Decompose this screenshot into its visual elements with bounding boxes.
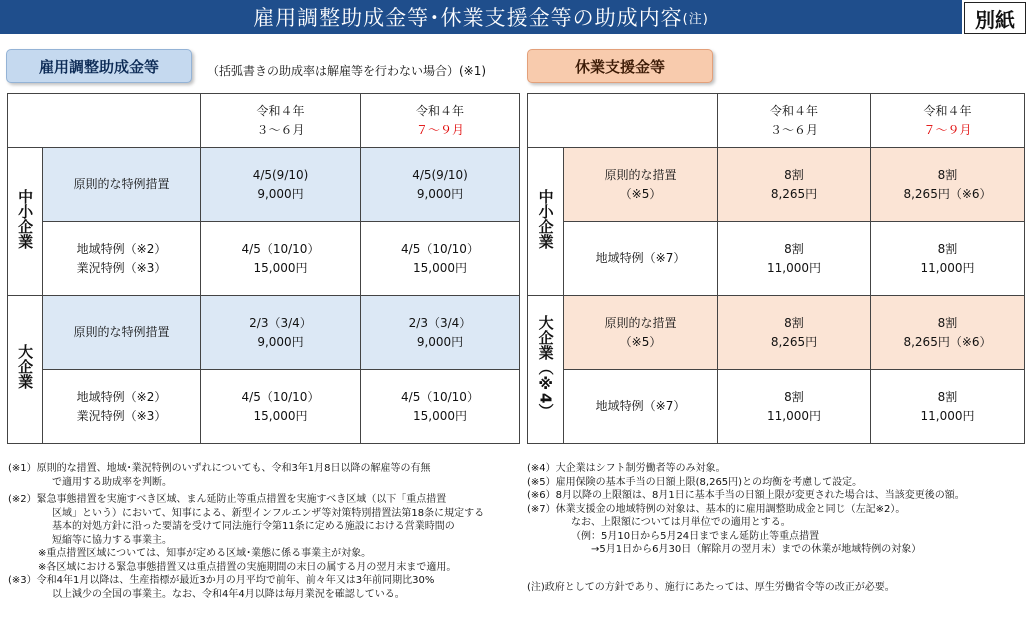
rate: 8割 <box>784 389 804 404</box>
row-label <box>43 296 201 370</box>
header-months: ３～６月 <box>769 122 818 137</box>
rate: 2/3（3/4） <box>249 315 312 330</box>
footnote: →5月1日から6月30日（解除月の翌月末）までの休業が地域特例の対象） <box>591 544 922 555</box>
cap-amount: 15,000円 <box>413 408 467 423</box>
row-label-line: 業況特例（※3） <box>76 408 167 423</box>
page-title-note: (注) <box>682 11 709 27</box>
table-row <box>8 222 520 296</box>
rate: 8割 <box>937 315 958 330</box>
table-cell <box>361 222 520 296</box>
table-row <box>8 370 520 444</box>
table-cell <box>201 370 361 444</box>
rate: 8割 <box>784 315 804 330</box>
rate: 4/5（10/10） <box>241 241 320 256</box>
table-cell <box>201 296 361 370</box>
footnote: (※1）原則的な措置、地域･業況特例のいずれについても、令和3年1月8日以降の解雇等の有無 <box>8 463 431 474</box>
footnote: （例：5月10日から5月24日までまん延防止等重点措置 <box>571 530 820 542</box>
table-cell <box>361 370 520 444</box>
row-label-line: 地域特例（※2） <box>76 241 167 256</box>
footnote: (※5）雇用保険の基本手当の日額上限(8,265円)との均衡を考慮して設定。 <box>527 476 863 488</box>
table-cell <box>201 148 361 222</box>
row-label-line: 地域特例（※2） <box>76 389 167 404</box>
header-year: 令和４年 <box>923 103 972 118</box>
rate: 2/3（3/4） <box>408 315 472 330</box>
group-label: 大企業（※4） <box>536 315 555 419</box>
footnote: 短縮等に協力する事業主。 <box>52 534 172 546</box>
footnote: 基本的対処方針に沿った要請を受けて同法施行令第11条に定める施設における営業時間の <box>52 521 455 532</box>
group-label: 中小企業 <box>16 188 35 249</box>
row-label-line: 地域特例（※7） <box>595 251 686 266</box>
table-cell <box>871 370 1025 444</box>
rate: 4/5（10/10） <box>401 241 479 256</box>
rate: 4/5(9/10) <box>412 167 468 182</box>
row-label <box>43 370 201 444</box>
cap-amount: 8,265円（※6） <box>903 186 992 201</box>
row-label <box>564 222 718 296</box>
cap-amount: 8,265円（※6） <box>903 334 992 349</box>
employment-adjustment-tag: 雇用調整助成金等 <box>6 49 192 83</box>
header-period-2 <box>871 94 1025 148</box>
rate: 8割 <box>784 167 804 182</box>
footnote: で適用する助成率を判断。 <box>52 476 172 488</box>
cap-amount: 8,265円 <box>770 186 818 201</box>
page-title: 雇用調整助成金等･休業支援金等の助成内容 <box>253 6 683 30</box>
cap-amount: 11,000円 <box>767 260 821 275</box>
annex-label: 別紙 <box>964 2 1026 34</box>
cap-amount: 11,000円 <box>767 408 821 423</box>
table-cell <box>718 296 871 370</box>
row-label <box>43 222 201 296</box>
cap-amount: 9,000円 <box>416 186 464 201</box>
table-row <box>528 222 1025 296</box>
header-corner <box>528 94 718 148</box>
table-cell <box>871 296 1025 370</box>
table-header-row <box>8 94 520 148</box>
cap-amount: 15,000円 <box>413 260 467 275</box>
row-label-line: 業況特例（※3） <box>76 260 167 275</box>
table-cell <box>201 222 361 296</box>
rate: 4/5（10/10） <box>401 389 479 404</box>
leave-support-table <box>527 93 1025 444</box>
header-months: ３～６月 <box>256 122 305 137</box>
footnote: 以上減少の全国の事業主。なお、令和4年4月以降は毎月業況を確認している。 <box>52 588 405 600</box>
header-months: ７～９月 <box>415 122 464 137</box>
header-year: 令和４年 <box>769 103 818 118</box>
row-label-line: 原則的な特例措置 <box>73 325 170 340</box>
row-label-line: 原則的な措置 <box>604 167 677 182</box>
group-label: 中小企業 <box>536 188 555 249</box>
table-cell <box>718 370 871 444</box>
group-large <box>8 296 43 444</box>
footnote: (注)政府としての方針であり、施行にあたっては、厚生労働省令等の改正が必要。 <box>527 581 895 593</box>
table-row <box>528 148 1025 222</box>
footnotes-left <box>8 462 518 601</box>
table-row <box>528 296 1025 370</box>
footnote: (※4）大企業はシフト制労働者等のみ対象。 <box>527 463 726 474</box>
footnote: 区域」という）において、知事による、新型インフルエンザ等対策特別措置法第18条に規定する <box>52 507 485 519</box>
rate-note: （括弧書きの助成率は解雇等を行わない場合）(※1) <box>207 64 487 78</box>
row-label <box>564 296 718 370</box>
cap-amount: 9,000円 <box>257 334 304 349</box>
page-title-bar <box>0 0 962 34</box>
table-cell <box>871 148 1025 222</box>
cap-amount: 11,000円 <box>920 408 975 423</box>
group-label: 大企業 <box>16 344 35 390</box>
rate: 8割 <box>937 389 958 404</box>
leave-support-tag: 休業支援金等 <box>527 49 713 83</box>
table-row <box>8 148 520 222</box>
cap-amount: 15,000円 <box>253 260 308 275</box>
row-label-line: （※5） <box>619 334 662 349</box>
footnote: (※3）令和4年1月以降は、生産指標が最近3か月の月平均で前年、前々年又は3年前同期比30% <box>8 575 435 586</box>
group-sme <box>8 148 43 296</box>
header-year: 令和４年 <box>256 103 305 118</box>
footnote: (※7）休業支援金の地域特例の対象は、基本的に雇用調整助成金と同じ（左記※2）。 <box>527 503 906 515</box>
row-label <box>43 148 201 222</box>
header-period-2 <box>361 94 520 148</box>
header-months: ７～９月 <box>923 122 972 137</box>
row-label-line: 原則的な特例措置 <box>73 177 170 192</box>
rate: 4/5(9/10) <box>252 167 309 182</box>
footnote: (※2）緊急事態措置を実施すべき区域、まん延防止等重点措置を実施すべき区域（以下「重点措置 <box>8 494 447 505</box>
row-label <box>564 370 718 444</box>
row-label <box>564 148 718 222</box>
footnote: ※各区域における緊急事態措置又は重点措置の実施期間の末日の属する月の翌月末まで適用。 <box>38 561 457 573</box>
rate: 4/5（10/10） <box>241 389 320 404</box>
table-cell <box>361 148 520 222</box>
rate: 8割 <box>937 241 958 256</box>
footnotes-right <box>527 462 1027 594</box>
cap-amount: 11,000円 <box>920 260 975 275</box>
footnote: なお、上限額については月単位での適用とする。 <box>571 517 791 528</box>
table-cell <box>718 148 871 222</box>
table-cell <box>871 222 1025 296</box>
header-year: 令和４年 <box>415 103 464 118</box>
table-header-row <box>528 94 1025 148</box>
row-label-line: 地域特例（※7） <box>595 399 686 414</box>
row-label-line: 原則的な措置 <box>604 315 677 330</box>
header-period-1 <box>201 94 361 148</box>
group-large <box>528 296 564 444</box>
group-sme <box>528 148 564 296</box>
employment-adjustment-table <box>7 93 520 444</box>
rate: 8割 <box>937 167 958 182</box>
cap-amount: 8,265円 <box>770 334 818 349</box>
table-cell <box>718 222 871 296</box>
rate: 8割 <box>784 241 804 256</box>
footnote: (※6）8月以降の上限額は、8月1日に基本手当の日額上限が変更された場合は、当該変更後の額。 <box>527 490 965 501</box>
cap-amount: 9,000円 <box>257 186 304 201</box>
footnote: ※重点措置区域については、知事が定める区域･業態に係る事業主が対象。 <box>38 548 372 559</box>
header-corner <box>8 94 201 148</box>
table-cell <box>361 296 520 370</box>
header-period-1 <box>718 94 871 148</box>
cap-amount: 15,000円 <box>253 408 308 423</box>
cap-amount: 9,000円 <box>416 334 464 349</box>
table-row <box>8 296 520 370</box>
table-row <box>528 370 1025 444</box>
row-label-line: （※5） <box>619 186 662 201</box>
